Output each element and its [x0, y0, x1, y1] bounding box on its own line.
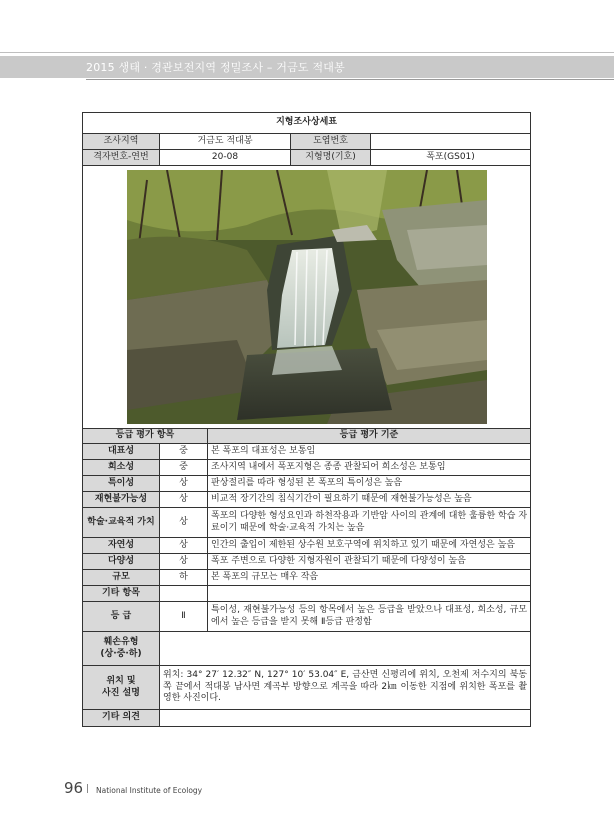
- grading-item-criteria: 조사지역 내에서 폭포지형은 종종 관찰되어 희소성은 보통임: [208, 460, 531, 476]
- grading-item-name: 규모: [83, 570, 160, 586]
- landform-name-value: 폭포(GS01): [371, 150, 531, 166]
- grading-item-criteria: 본 폭포의 규모는 매우 작음: [208, 570, 531, 586]
- grading-item-name: 학술·교육적 가치: [83, 508, 160, 538]
- grading-item-grade: 중: [160, 444, 208, 460]
- grading-item-grade: 중: [160, 460, 208, 476]
- survey-area-value: 거금도 적대봉: [160, 134, 291, 150]
- top-rule: [0, 52, 614, 53]
- location-label: 위치 및 사진 설명: [83, 666, 160, 710]
- grading-item-grade: 하: [160, 570, 208, 586]
- grid-number-value: 20-08: [160, 150, 291, 166]
- waterfall-photo: [127, 170, 487, 424]
- other-opinion-value: [160, 710, 531, 727]
- grading-item-grade: 상: [160, 538, 208, 554]
- other-items-label: 기타 항목: [83, 586, 160, 602]
- damage-type-label: 훼손유형 (상·중·하): [83, 632, 160, 666]
- landform-survey-table: [82, 112, 531, 727]
- running-header: 2015 생태 · 경관보전지역 정밀조사 – 거금도 적대봉: [86, 61, 345, 74]
- other-opinion-label: 기타 의견: [83, 710, 160, 727]
- grading-item-criteria: 본 폭포의 대표성은 보통임: [208, 444, 531, 460]
- header-rule: [86, 79, 614, 80]
- grading-item-name: 희소성: [83, 460, 160, 476]
- grading-item-grade: 상: [160, 554, 208, 570]
- grading-item-criteria: 인간의 출입이 제한된 상수원 보호구역에 위치하고 있기 때문에 자연성은 높음: [208, 538, 531, 554]
- grid-number-label: 격자번호-연번: [83, 150, 160, 166]
- grading-item-name: 재현불가능성: [83, 492, 160, 508]
- landform-name-label: 지형명(기호): [291, 150, 371, 166]
- grading-item-grade: 상: [160, 476, 208, 492]
- grading-item-grade: 상: [160, 492, 208, 508]
- page-number: 96: [64, 779, 84, 797]
- grading-item-name: 다양성: [83, 554, 160, 570]
- grading-item-criteria: 폭포의 다양한 형성요인과 하천작용과 기반암 사이의 관계에 대한 훌륭한 학습 자료이기 때문에 학술·교육적 가치는 높음: [208, 508, 531, 538]
- grading-item-name: 대표성: [83, 444, 160, 460]
- grading-item-criteria: 판상절리를 따라 형성된 본 폭포의 특이성은 높음: [208, 476, 531, 492]
- grading-item-header: 등급 평가 항목: [83, 429, 208, 444]
- other-items-grade: [160, 586, 208, 602]
- grading-item-name: 특이성: [83, 476, 160, 492]
- survey-area-label: 조사지역: [83, 134, 160, 150]
- damage-type-value: [160, 632, 531, 666]
- grading-item-name: 자연성: [83, 538, 160, 554]
- grading-criteria-header: 등급 평가 기준: [208, 429, 531, 444]
- location-description: 위치: 34° 27′ 12.32″ N, 127° 10′ 53.04″ E, 금산면 신평리에 위치, 오천제 저수지의 북동쪽 끝에서 적대봉 남사면 계곡부 방향으로 계곡을 따라 2㎞ 이동한 지점에 위치한 폭포를 촬영한 사진이다.: [160, 666, 531, 710]
- grading-item-criteria: 폭포 주변으로 다양한 지형자원이 관찰되기 때문에 다양성이 높음: [208, 554, 531, 570]
- photo-cell: [83, 166, 531, 429]
- final-grade-label: 등 급: [83, 602, 160, 632]
- final-grade-value: Ⅱ: [160, 602, 208, 632]
- map-number-label: 도엽번호: [291, 134, 371, 150]
- map-number-value: [371, 134, 531, 150]
- final-grade-description: 특이성, 재현불가능성 등의 항목에서 높은 등급을 받았으나 대표성, 희소성, 규모에서 높은 등급을 받지 못해 Ⅱ등급 판정함: [208, 602, 531, 632]
- footer-separator: |: [86, 784, 90, 794]
- sheet-title: 지형조사상세표: [83, 113, 531, 134]
- other-items-criteria: [208, 586, 531, 602]
- grading-item-grade: 상: [160, 508, 208, 538]
- footer-institution: National Institute of Ecology: [96, 786, 203, 795]
- grading-item-criteria: 비교적 장기간의 침식기간이 필요하기 때문에 재현불가능성은 높음: [208, 492, 531, 508]
